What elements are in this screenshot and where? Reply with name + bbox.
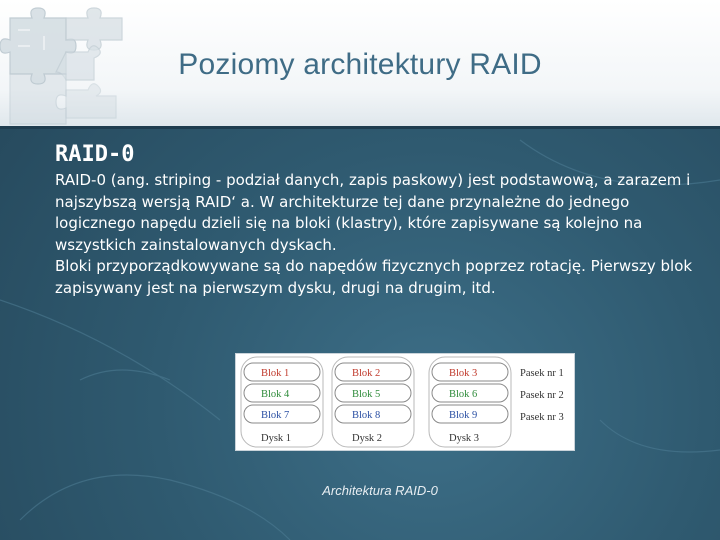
figure-caption: Architektura RAID-0 xyxy=(322,483,438,498)
section-heading: RAID-0 xyxy=(55,142,135,167)
stripe-label: Pasek nr 3 xyxy=(520,412,564,423)
stripe-label: Pasek nr 2 xyxy=(520,390,564,401)
slide-title: Poziomy architektury RAID xyxy=(178,48,542,81)
block-label: Blok 3 xyxy=(449,368,478,379)
block-label: Blok 1 xyxy=(261,368,290,379)
block-label: Blok 7 xyxy=(261,410,290,421)
block-label: Blok 5 xyxy=(352,389,381,400)
disk-label: Dysk 2 xyxy=(352,433,383,444)
block-label: Blok 4 xyxy=(261,389,290,400)
block-label: Blok 2 xyxy=(352,368,381,379)
block-label: Blok 9 xyxy=(449,410,478,421)
paragraph-2: Bloki przyporządkowywane są do napędów fizycznych poprzez rotację. Pierwszy blok zapisywany jest na pierwszym dysku, drugi na drugim, itd. xyxy=(55,257,693,297)
block-label: Blok 8 xyxy=(352,410,381,421)
disk-label: Dysk 1 xyxy=(261,433,292,444)
raid0-diagram xyxy=(235,353,575,451)
body-text xyxy=(55,170,695,299)
disk-label: Dysk 3 xyxy=(449,433,480,444)
stripe-label: Pasek nr 1 xyxy=(520,368,564,379)
paragraph-1: RAID-0 (ang. striping - podział danych, zapis paskowy) jest podstawową, a zarazem i najszybszą wersją RAID‘ a. W architekturze tej dane przynależne do jednego logicznego napędu dzieli się na bloki (klastry), które zapisywane są kolejno na wszystkich zainstalowanych dyskach. xyxy=(55,171,691,254)
block-label: Blok 6 xyxy=(449,389,478,400)
